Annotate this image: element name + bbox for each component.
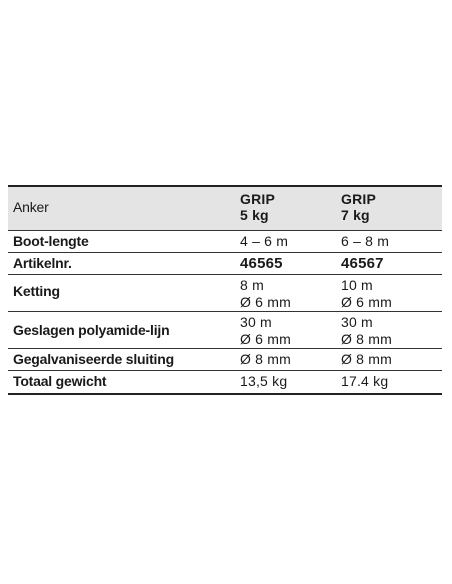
row-col1-value [240, 312, 341, 348]
value-line: 30 m [341, 314, 373, 330]
row-col1-value [240, 349, 341, 368]
header-col2-line2: 7 kg [341, 207, 370, 223]
table-row-boot-lengte [8, 231, 442, 253]
value-line: 13,5 kg [240, 373, 288, 389]
header-col-grip-7kg [341, 187, 442, 223]
header-col1-line1: GRIP [240, 191, 276, 207]
row-col2-value [341, 275, 442, 311]
value-line: Ø 8 mm [341, 331, 392, 347]
article-number: 46567 [341, 255, 384, 272]
value-line: 4 – 6 m [240, 233, 289, 249]
value-line: 8 m [240, 277, 264, 293]
spec-table [8, 185, 442, 395]
row-label: Totaal gewicht [13, 373, 107, 389]
value-line: 6 – 8 m [341, 233, 390, 249]
row-col1-value [240, 253, 341, 272]
value-line: 30 m [240, 314, 272, 330]
row-col2-value [341, 253, 442, 272]
article-number: 46565 [240, 255, 283, 272]
table-row-polyamide-lijn [8, 312, 442, 349]
value-line: Ø 6 mm [240, 294, 291, 310]
row-label: Geslagen polyamide-lijn [13, 322, 170, 338]
row-label: Gegalvaniseerde sluiting [13, 351, 174, 367]
value-line: Ø 8 mm [240, 351, 291, 367]
value-line: Ø 8 mm [341, 351, 392, 367]
value-line: Ø 6 mm [240, 331, 291, 347]
row-label: Ketting [13, 283, 60, 299]
row-col2-value [341, 349, 442, 368]
table-header-row [8, 187, 442, 231]
value-line: 10 m [341, 277, 373, 293]
table-row-sluiting [8, 349, 442, 371]
row-col2-value [341, 312, 442, 348]
row-col2-value [341, 371, 442, 390]
header-col2-line1: GRIP [341, 191, 377, 207]
row-col1-value [240, 231, 341, 250]
table-row-artikelnr [8, 253, 442, 275]
row-col2-value [341, 231, 442, 250]
header-col-grip-5kg [240, 187, 341, 223]
value-line: 17.4 kg [341, 373, 389, 389]
header-col1-line2: 5 kg [240, 207, 269, 223]
table-row-ketting [8, 275, 442, 312]
row-label: Boot-lengte [13, 233, 89, 249]
value-line: Ø 6 mm [341, 294, 392, 310]
row-col1-value [240, 371, 341, 390]
header-label: Anker [13, 199, 49, 215]
table-row-totaal-gewicht [8, 371, 442, 393]
row-label: Artikelnr. [13, 255, 72, 271]
row-col1-value [240, 275, 341, 311]
